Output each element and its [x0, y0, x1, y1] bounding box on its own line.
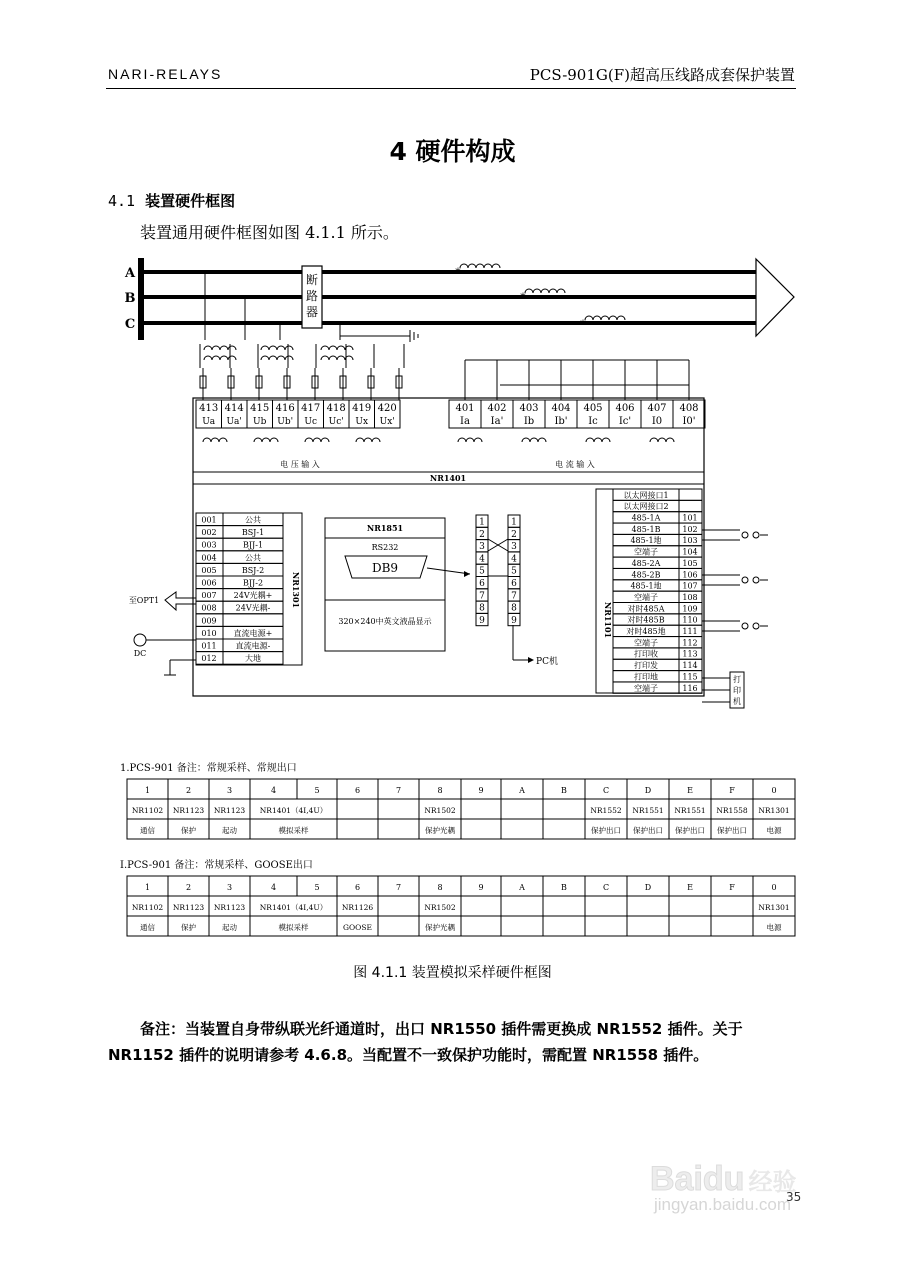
config-slot-0: 1	[144, 883, 151, 892]
power-terminal-num: 011	[201, 641, 217, 651]
pin-num: 7	[479, 591, 485, 602]
power-terminal-num: 003	[201, 540, 217, 550]
breaker-char: 路	[305, 289, 319, 303]
config-slot-4: 5	[314, 883, 320, 892]
busbar-b	[140, 295, 760, 299]
line-arrow	[756, 259, 794, 336]
comm-terminal-num: 105	[682, 558, 698, 568]
config-board-0: NR1102	[131, 903, 164, 912]
voltage-terminal-num: 413	[199, 403, 219, 414]
comm-terminal-num: 115	[682, 672, 698, 682]
pt-coil-secondary	[321, 356, 353, 360]
config-slot-1: 2	[185, 786, 192, 795]
power-terminal-num: 007	[201, 591, 217, 601]
power-terminal-label: 直流电源-	[235, 641, 271, 651]
voltage-terminal-num: 414	[224, 403, 244, 414]
config-board-0: NR1102	[131, 806, 164, 815]
pin-num: 2	[479, 529, 485, 540]
printer-char: 机	[733, 697, 741, 706]
config-slot-8: 9	[478, 883, 484, 892]
comm-terminal-num: 102	[682, 524, 698, 534]
current-terminal-num: 405	[583, 403, 603, 414]
power-terminal-label: 大地	[245, 654, 261, 664]
config-board-7: NR1502	[424, 903, 456, 912]
config-board-14: NR1558	[716, 806, 748, 815]
config-function-3: 模拟采样	[278, 923, 309, 932]
config-board-3: NR1401（4I,4U）	[259, 903, 328, 912]
page-number: 35	[786, 1190, 802, 1204]
config-board-15: NR1301	[758, 903, 790, 912]
config-function-7: 保护光耦	[425, 923, 455, 932]
pin-num: 6	[511, 579, 517, 589]
comm-terminal-label: 485-1B	[631, 524, 661, 534]
pc-label: PC机	[536, 657, 558, 667]
header-right: PCS-901G(F)超高压线路成套保护装置	[529, 66, 795, 84]
note-paragraph: 备注：当装置自身带纵联光纤通道时，出口 NR1550 插件需更换成 NR1552 插件。关于 NR1152 插件的说明请参考 4.6.8。当配置不一致保护功能时，需配置 NR1558 插件。	[108, 1020, 743, 1064]
config-board-5: NR1126	[341, 903, 374, 912]
pin-num: 8	[479, 603, 485, 614]
config-slot-7: 8	[437, 786, 443, 795]
config-slot-14: F	[729, 786, 735, 795]
config-board-15: NR1301	[758, 806, 790, 815]
config-board-1: NR1123	[172, 903, 205, 912]
power-terminal-num: 006	[201, 578, 217, 588]
db9-label: DB9	[371, 561, 399, 575]
voltage-terminal-num: 416	[275, 403, 295, 414]
pin-num: 5	[479, 566, 485, 577]
config-slot-8: 9	[478, 786, 484, 795]
config-table-title: 1.PCS-901 备注：常规采样、常规出口	[120, 763, 297, 774]
printer-char: 打	[733, 675, 741, 684]
voltage-terminal-sig: Ux'	[379, 417, 395, 427]
ct-coil	[460, 264, 500, 268]
comm-terminal-num: 106	[682, 570, 698, 580]
rs485-twisted-pair	[753, 532, 759, 538]
config-function-0: 通信	[140, 923, 155, 932]
board-nr1851-label: NR1851	[366, 523, 404, 533]
internal-pt	[356, 438, 380, 442]
comm-terminal-label: 485-1地	[630, 581, 662, 591]
config-slot-13: E	[687, 883, 693, 892]
pt-coil-primary	[321, 346, 353, 350]
comm-terminal-label: 485-1A	[631, 513, 661, 523]
config-slot-1: 2	[185, 883, 192, 892]
current-terminal-sig: Ib'	[554, 416, 568, 427]
intro-text: 装置通用硬件框图如图 4.1.1 所示。	[140, 223, 399, 242]
dc-label: DC	[133, 649, 147, 658]
figure-caption: 图 4.1.1 装置模拟采样硬件框图	[353, 965, 552, 981]
voltage-terminal-num: 420	[377, 403, 397, 414]
pin-num: 1	[511, 517, 517, 528]
opt-label: 至OPT1	[128, 596, 160, 605]
current-terminal-num: 406	[615, 403, 635, 414]
comm-terminal-num: 116	[682, 683, 698, 693]
config-slot-10: B	[561, 883, 567, 892]
pin-num: 7	[511, 591, 517, 602]
pt-coil-primary	[204, 346, 236, 350]
config-slot-2: 3	[226, 786, 233, 795]
config-board-12: NR1551	[632, 806, 664, 815]
comm-terminal-num: 103	[682, 536, 698, 546]
current-terminal-num: 404	[551, 403, 571, 414]
comm-terminal-num-cell	[679, 500, 702, 511]
comm-terminal-num: 110	[682, 615, 698, 625]
comm-terminal-num-cell	[679, 489, 702, 500]
voltage-terminal-sig: Uc	[304, 417, 318, 427]
config-slot-6: 7	[395, 786, 402, 795]
config-function-15: 电源	[766, 923, 782, 932]
config-slot-5: 6	[354, 883, 361, 892]
breaker-char: 器	[305, 305, 319, 319]
power-terminal-label: BJJ-2	[242, 578, 264, 588]
comm-terminal-label: 485-2B	[631, 570, 661, 580]
pin-num: 9	[511, 615, 517, 626]
rs232-label: RS232	[371, 543, 399, 552]
config-board-1: NR1123	[172, 806, 205, 815]
config-slot-15: 0	[771, 786, 777, 795]
voltage-terminal-sig: Ub'	[277, 417, 294, 427]
voltage-terminal-sig: Ux	[355, 417, 369, 427]
config-slot-13: E	[687, 786, 693, 795]
config-board-11: NR1552	[590, 806, 622, 815]
current-terminal-sig: I0	[651, 416, 663, 427]
watermark-logo	[650, 1160, 796, 1215]
comm-terminal-label: 485-2A	[631, 558, 661, 568]
voltage-terminal-sig: Uc'	[328, 417, 344, 427]
power-terminal-label: 直流电源+	[233, 628, 273, 638]
comm-terminal-num: 112	[682, 638, 698, 648]
config-function-12: 保护出口	[633, 826, 663, 835]
power-terminal-label: BSJ-2	[241, 565, 265, 575]
current-input-label: 电 流 输 入	[555, 460, 595, 469]
config-slot-2: 3	[226, 883, 233, 892]
serial-wire	[427, 568, 470, 574]
current-terminal-sig: Ib	[523, 416, 535, 427]
power-terminal-label: 24V光耦-	[235, 603, 271, 613]
rs485-twisted-pair	[753, 623, 759, 629]
pin-num: 3	[511, 542, 517, 553]
comm-terminal-label: 空端子	[634, 547, 658, 557]
config-slot-6: 7	[395, 883, 402, 892]
current-terminal-num: 402	[487, 403, 507, 414]
power-terminal-label: 24V光耦+	[233, 591, 273, 601]
power-terminal-num: 008	[201, 603, 217, 613]
rs485-twisted-pair	[742, 577, 748, 583]
phase-label-a: A	[124, 266, 136, 281]
config-slot-12: D	[644, 786, 652, 795]
internal-ct	[586, 438, 610, 442]
board-nr1101-label: NR1101	[603, 601, 613, 639]
opt-arrow	[165, 592, 196, 610]
comm-terminal-label: 空端子	[634, 683, 658, 693]
comm-terminal-label: 打印收	[634, 649, 658, 659]
power-terminal-num: 009	[201, 616, 217, 626]
config-function-3: 模拟采样	[278, 826, 309, 835]
voltage-terminal-num: 418	[326, 403, 346, 414]
voltage-terminal-num: 419	[352, 403, 372, 414]
rs485-twisted-pair	[742, 623, 748, 629]
current-terminal-sig: Ia	[460, 416, 470, 427]
config-board-7: NR1502	[424, 806, 456, 815]
chapter-title: 4 硬件构成	[389, 137, 516, 166]
current-terminal-sig: I0'	[682, 416, 696, 427]
pin-num: 5	[511, 566, 517, 577]
comm-terminal-label: 以太网接口2	[623, 502, 669, 512]
watermark-sub: 经验	[748, 1169, 797, 1196]
comm-terminal-label: 空端子	[634, 592, 658, 602]
power-terminal-label-cell	[223, 614, 283, 627]
pin-num: 1	[479, 517, 485, 528]
voltage-terminal-sig: Ub	[253, 417, 267, 427]
comm-terminal-label: 对时485B	[627, 615, 665, 625]
config-slot-9: A	[519, 883, 525, 892]
breaker-char: 断	[305, 273, 319, 287]
config-function-2: 起动	[222, 923, 237, 932]
pin-num: 3	[479, 542, 485, 553]
config-slot-11: C	[602, 786, 610, 795]
config-table-title: Ⅰ.PCS-901 备注：常规采样、GOOSE出口	[120, 860, 313, 871]
watermark-url: jingyan.baidu.com	[654, 1195, 792, 1214]
voltage-terminal-sig: Ua	[202, 417, 216, 427]
config-function-11: 保护出口	[591, 826, 621, 835]
pin-num: 6	[479, 579, 485, 589]
config-slot-3: 4	[270, 786, 277, 795]
comm-terminal-label: 485-1地	[630, 536, 662, 546]
comm-terminal-num: 109	[682, 604, 698, 614]
section-title: 装置硬件框图	[145, 192, 236, 210]
internal-pt	[254, 438, 278, 442]
voltage-terminal-num: 415	[250, 403, 270, 414]
power-terminal-label: BSJ-1	[241, 528, 265, 538]
current-terminal-sig: Ia'	[490, 416, 504, 427]
config-slot-9: A	[519, 786, 525, 795]
power-terminal-label: BJJ-1	[242, 540, 264, 550]
pin-num: 4	[479, 554, 485, 565]
comm-terminal-num: 111	[682, 627, 698, 636]
ct-polarity-star: *	[455, 266, 461, 279]
config-function-1: 保护	[181, 923, 196, 932]
config-board-3: NR1401（4I,4U）	[259, 806, 328, 815]
current-terminal-num: 408	[679, 403, 699, 414]
voltage-terminal-num: 417	[301, 403, 321, 414]
current-terminal-sig: Ic'	[618, 416, 632, 427]
internal-ct	[522, 438, 546, 442]
pin-num: 8	[511, 603, 517, 614]
power-terminal-label: 公共	[245, 515, 261, 525]
config-slot-5: 6	[354, 786, 361, 795]
internal-pt	[305, 438, 329, 442]
phase-label-b: B	[124, 291, 136, 306]
comm-terminal-num: 108	[682, 592, 698, 602]
power-terminal-num: 012	[201, 654, 217, 664]
comm-terminal-label: 打印地	[634, 672, 658, 682]
pin-num: 4	[511, 554, 517, 565]
config-function-7: 保护光耦	[425, 826, 455, 835]
ct-polarity-star: *	[520, 291, 526, 304]
board-nr1301-label: NR1301	[291, 571, 301, 609]
ct-coil	[585, 316, 625, 320]
power-terminal-num: 005	[201, 565, 217, 575]
serial-arrow-head	[464, 571, 470, 577]
dc-source	[134, 634, 146, 646]
pt-coil-secondary	[204, 356, 236, 360]
internal-ct	[650, 438, 674, 442]
busbar-c	[140, 321, 760, 325]
config-function-13: 保护出口	[675, 826, 705, 835]
comm-terminal-label: 对时485地	[626, 627, 666, 636]
config-board-2: NR1123	[213, 806, 246, 815]
config-function-15: 电源	[766, 826, 782, 835]
config-slot-11: C	[602, 883, 610, 892]
printer-char: 印	[733, 686, 741, 695]
pc-arrow-head	[528, 657, 534, 663]
comm-terminal-label: 对时485A	[627, 604, 665, 614]
config-board-13: NR1551	[674, 806, 706, 815]
bus-left-bar	[138, 258, 144, 340]
current-terminal-sig: Ic	[588, 416, 598, 427]
ct-coil	[525, 289, 565, 293]
current-terminal-num: 401	[455, 403, 475, 414]
voltage-terminal-sig: Ua'	[226, 417, 242, 427]
comm-terminal-num: 107	[682, 581, 698, 591]
comm-terminal-num: 114	[682, 661, 698, 671]
power-terminal-num: 004	[201, 553, 217, 563]
internal-pt	[203, 438, 227, 442]
config-slot-7: 8	[437, 883, 443, 892]
current-terminal-num: 403	[519, 403, 539, 414]
comm-terminal-num: 104	[682, 547, 698, 557]
current-terminal-num: 407	[647, 403, 667, 414]
lcd-label: 320×240中英文液晶显示	[338, 617, 432, 626]
comm-terminal-num: 101	[682, 513, 698, 523]
power-terminal-num: 010	[201, 628, 217, 638]
config-slot-4: 5	[314, 786, 320, 795]
config-slot-10: B	[561, 786, 567, 795]
rs485-twisted-pair	[753, 577, 759, 583]
config-function-5: GOOSE	[343, 923, 372, 932]
pin-num: 2	[511, 529, 517, 540]
config-function-0: 通信	[140, 826, 155, 835]
comm-terminal-num: 113	[682, 649, 698, 659]
config-slot-0: 1	[144, 786, 151, 795]
comm-terminal-label: 以太网接口1	[623, 490, 669, 500]
config-slot-3: 4	[270, 883, 277, 892]
config-board-2: NR1123	[213, 903, 246, 912]
phase-label-c: C	[124, 317, 136, 332]
section-number: 4.1	[108, 192, 136, 210]
voltage-input-label: 电 压 输 入	[280, 460, 320, 469]
config-function-14: 保护出口	[717, 826, 747, 835]
header-left: NARI-RELAYS	[108, 66, 223, 82]
pin-num: 9	[479, 615, 485, 626]
power-terminal-num: 001	[201, 515, 217, 525]
watermark-brand: Baidu	[650, 1160, 745, 1198]
config-function-1: 保护	[181, 826, 196, 835]
board-nr1401-label: NR1401	[429, 473, 467, 483]
internal-ct	[458, 438, 482, 442]
config-function-2: 起动	[222, 826, 237, 835]
config-slot-14: F	[729, 883, 735, 892]
ct-polarity-star: *	[580, 318, 586, 331]
comm-terminal-label: 空端子	[634, 638, 658, 648]
power-terminal-label: 公共	[245, 553, 261, 563]
config-slot-12: D	[644, 883, 652, 892]
rs485-twisted-pair	[742, 532, 748, 538]
power-terminal-num: 002	[201, 528, 217, 538]
config-slot-15: 0	[771, 883, 777, 892]
busbar-a	[140, 270, 760, 274]
comm-terminal-label: 打印发	[634, 661, 658, 671]
